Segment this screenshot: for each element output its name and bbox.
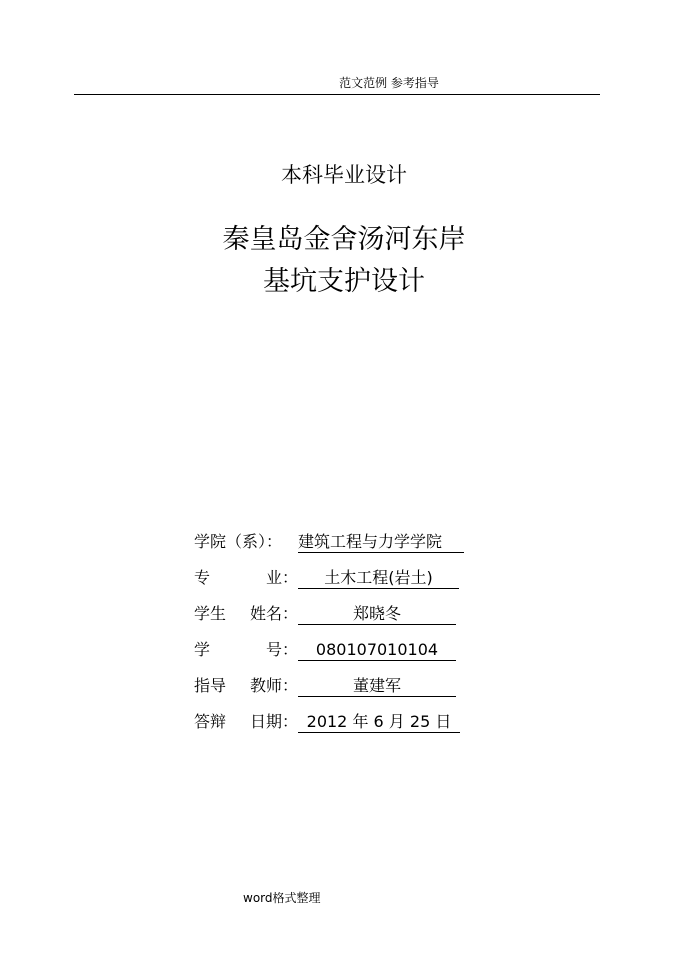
header-text: 范文范例 参考指导 (339, 76, 439, 90)
thesis-title-line-2: 基坑支护设计 (263, 266, 425, 297)
school-value: 建筑工程与力学学院 (298, 528, 464, 553)
thesis-title-line-1: 秦皇岛金舍汤河东岸 (222, 224, 466, 255)
student-id-label-part-2: 号： (265, 640, 298, 659)
defense-date-value: 2012 年 6 月 25 日 (298, 708, 460, 733)
school-label-text: 学院（系）： (194, 532, 283, 551)
student-name-label-part-1: 学生 (194, 604, 227, 623)
advisor-label-part-2: 教师： (249, 676, 298, 695)
student-name-label (194, 600, 298, 628)
major-label-part-1: 专 (194, 568, 211, 587)
school-label (194, 528, 298, 556)
page-footer-text: word格式整理 (243, 891, 321, 905)
student-id-label-part-1: 学 (194, 640, 211, 659)
defense-date-label (194, 708, 298, 736)
advisor-label-part-1: 指导 (194, 676, 227, 695)
major-label (194, 564, 298, 592)
advisor-value: 董建军 (298, 672, 456, 697)
major-label-part-2: 业： (265, 568, 298, 587)
defense-date-label-part-1: 答辩 (194, 712, 227, 731)
student-id-value: 080107010104 (298, 636, 456, 661)
student-name-label-part-2: 姓名： (249, 604, 298, 623)
student-name-value: 郑晓冬 (298, 600, 456, 625)
advisor-label (194, 672, 298, 700)
student-id-label (194, 636, 298, 664)
document-type: 本科毕业设计 (281, 163, 407, 187)
major-value: 土木工程(岩土) (298, 564, 459, 589)
header-rule (74, 94, 600, 95)
defense-date-label-part-2: 日期： (249, 712, 298, 731)
